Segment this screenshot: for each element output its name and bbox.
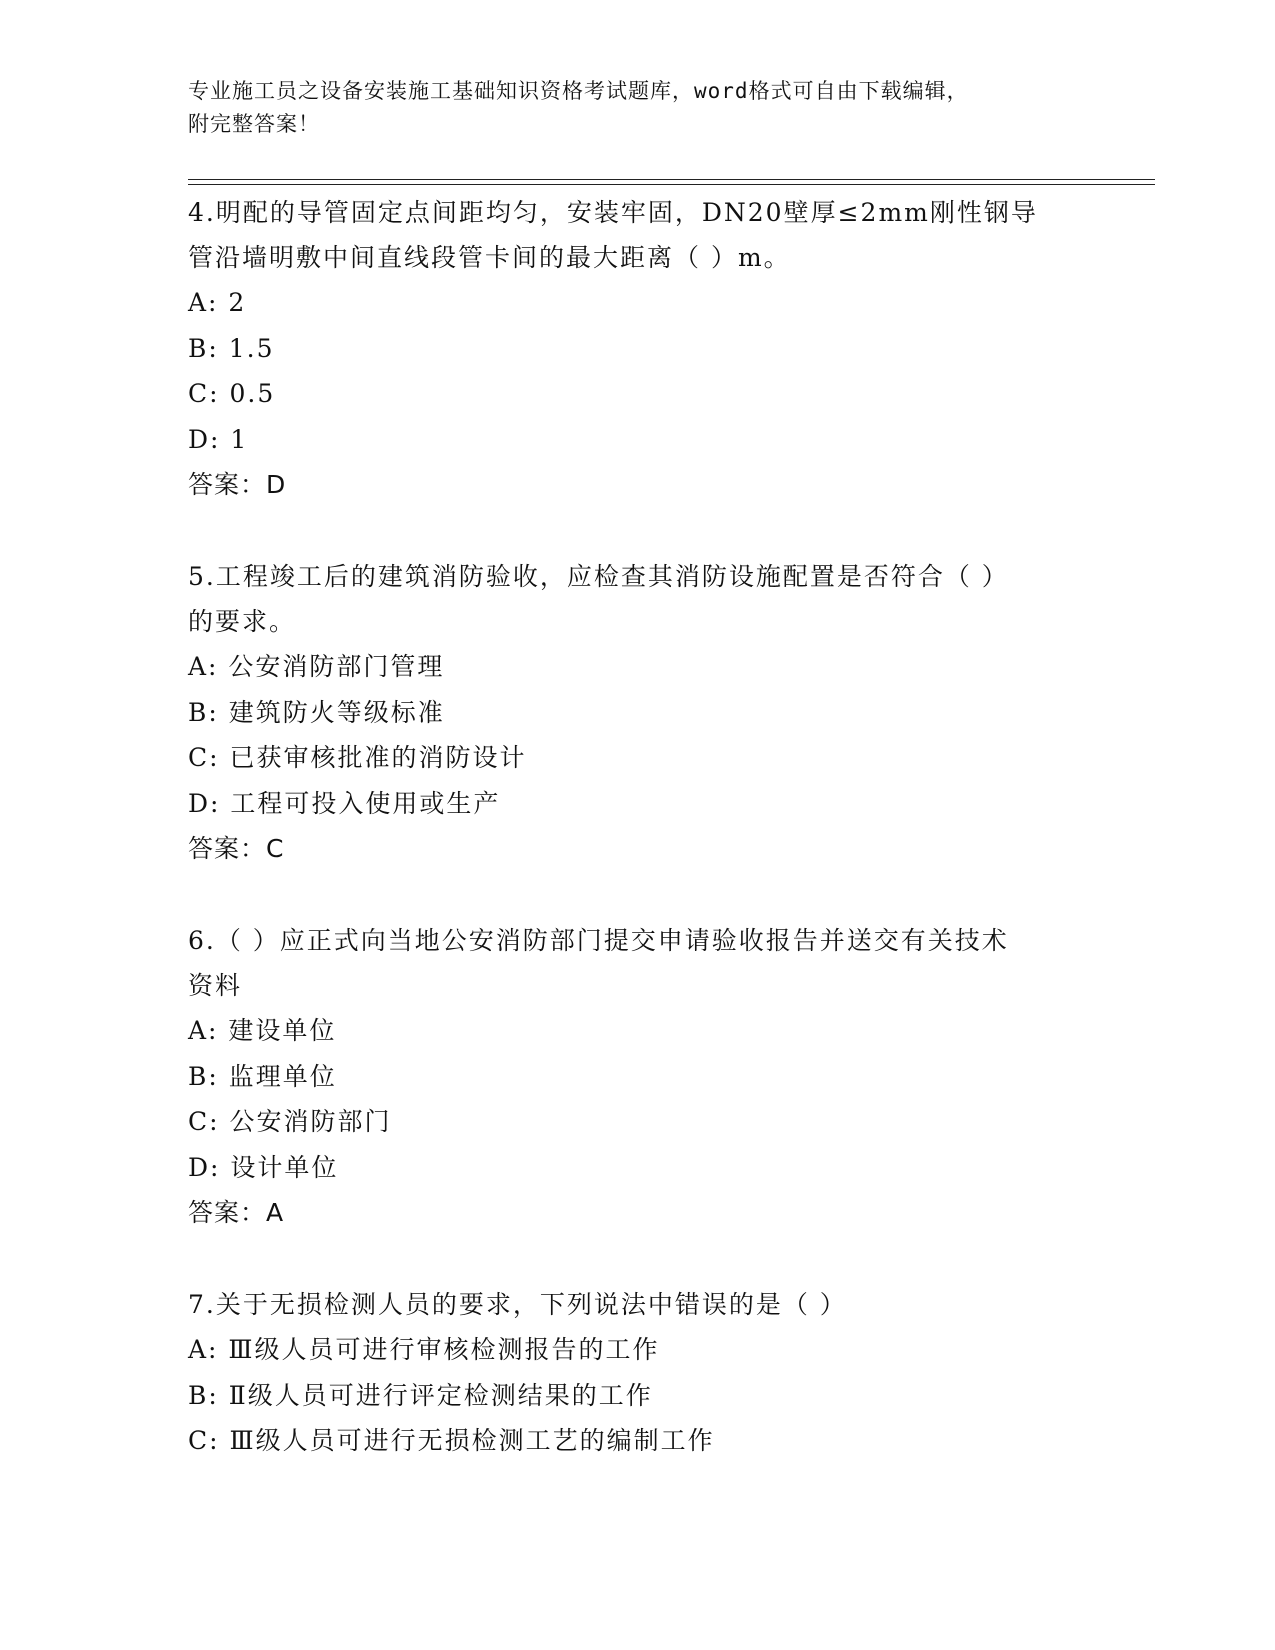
option-d: D: 工程可投入使用或生产 [188,788,501,818]
question-list [188,190,1088,1464]
option-a: A: Ⅲ级人员可进行审核检测报告的工作 [188,1335,660,1364]
header-divider-bottom [188,184,1155,185]
option-a: A: 2 [188,288,247,317]
header-line-2: 附完整答案！ [188,112,320,136]
question-stem [188,554,1088,644]
option-b: B: Ⅱ级人员可进行评定检测结果的工作 [188,1380,653,1410]
option-b: B: 1.5 [188,333,275,363]
option-b: B: 建筑防火等级标准 [188,697,445,727]
answer-line: 答案：A [188,1198,285,1227]
answer-line: 答案：D [188,470,287,499]
option-b: B: 监理单位 [188,1061,337,1091]
document-header [188,75,1058,141]
option-c: C: 已获审核批准的消防设计 [188,743,527,772]
option-c: C: Ⅲ级人员可进行无损检测工艺的编制工作 [188,1426,715,1455]
option-d: D: 设计单位 [188,1152,339,1182]
question-stem-line: 6.（ ）应正式向当地公安消防部门提交申请验收报告并送交有关技术 [188,926,1009,955]
option-c: C: 公安消防部门 [188,1107,392,1136]
answer-line: 答案：C [188,834,285,863]
question-stem-line: 的要求。 [188,607,297,636]
question-stem-line: 4.明配的导管固定点间距均匀，安装牢固，DN20壁厚≤2mm刚性钢导 [188,198,1038,227]
question-stem [188,190,1088,280]
question-4 [188,190,1088,507]
question-stem-line: 管沿墙明敷中间直线段管卡间的最大距离（ ）m。 [188,243,791,272]
option-c: C: 0.5 [188,379,276,408]
header-line-1: 专业施工员之设备安装施工基础知识资格考试题库，word格式可自由下载编辑， [188,79,969,103]
question-stem [188,918,1088,1008]
question-stem-line: 资料 [188,971,243,1000]
question-6 [188,918,1088,1235]
question-stem-line: 7.关于无损检测人员的要求，下列说法中错误的是（ ） [188,1290,847,1319]
question-5 [188,554,1088,871]
header-divider-top [188,179,1155,180]
question-stem-line: 5.工程竣工后的建筑消防验收，应检查其消防设施配置是否符合（ ） [188,562,1009,591]
option-d: D: 1 [188,424,249,454]
option-a: A: 公安消防部门管理 [188,652,445,681]
question-7 [188,1282,1088,1464]
option-a: A: 建设单位 [188,1016,337,1045]
question-stem [188,1282,1088,1327]
